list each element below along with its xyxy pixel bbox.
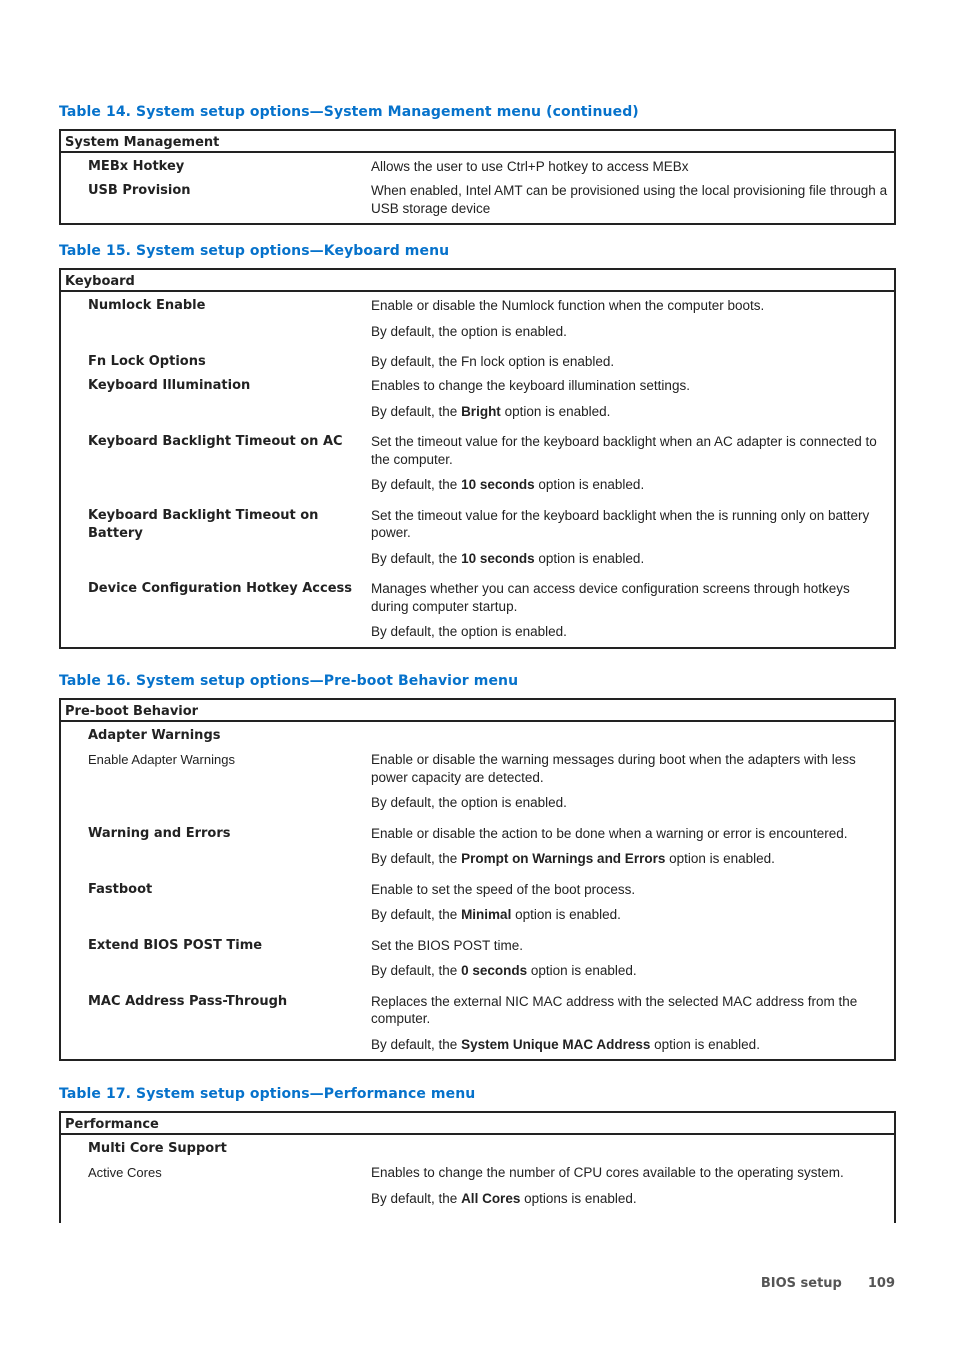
table-row (61, 937, 894, 980)
option-default: By default, the All Cores options is enabled. (371, 1190, 637, 1206)
table-row (61, 1164, 894, 1207)
table-16-header: Pre-boot Behavior (61, 698, 894, 722)
option-description: When enabled, Intel AMT can be provisioned using the local provisioning file through a USB storage device (371, 183, 888, 216)
option-description: Set the timeout value for the keyboard backlight when the is running only on battery power. (371, 507, 870, 540)
option-label: Keyboard Backlight Timeout on AC (88, 434, 343, 449)
option-default: By default, the 10 seconds option is enabled. (371, 550, 645, 566)
option-label: Enable Adapter Warnings (88, 752, 235, 767)
table-15-header: Keyboard (61, 268, 894, 292)
option-default: By default, the option is enabled. (371, 795, 567, 810)
option-description: Enable or disable the warning messages during boot when the adapters with less power capacity are detected. (371, 752, 856, 785)
table-14-header: System Management (61, 129, 894, 153)
option-default: By default, the System Unique MAC Address option is enabled. (371, 1036, 760, 1052)
option-description: Allows the user to use Ctrl+P hotkey to access MEBx (371, 159, 689, 174)
page-footer (761, 1276, 895, 1291)
option-default: By default, the Minimal option is enabled. (371, 907, 621, 922)
table-row (61, 751, 894, 812)
option-label: USB Provision (88, 183, 191, 198)
table-row (61, 727, 894, 745)
option-label: Extend BIOS POST Time (88, 937, 263, 953)
table-17 (59, 1111, 896, 1223)
option-label: Keyboard Backlight Timeout on Battery (88, 507, 319, 541)
table-16-caption: Table 16. System setup options—Pre-boot Behavior menu (59, 673, 519, 689)
option-group-label: Adapter Warnings (88, 728, 221, 743)
table-row (61, 433, 894, 494)
table-row (61, 297, 894, 340)
table-17-caption: Table 17. System setup options—Performance menu (59, 1086, 476, 1102)
table-14-caption: Table 14. System setup options—System Management menu (continued) (59, 104, 639, 120)
option-description: Manages whether you can access device configuration screens through hotkeys during computer startup. (371, 581, 850, 614)
table-row (61, 158, 894, 176)
table-row (61, 507, 894, 568)
option-description: Enable or disable the Numlock function when the computer boots. (371, 298, 765, 313)
table-row (61, 1140, 894, 1158)
option-label: MEBx Hotkey (88, 159, 185, 174)
option-group-label: Multi Core Support (88, 1141, 227, 1156)
option-default: By default, the 10 seconds option is enabled. (371, 477, 645, 492)
table-row (61, 881, 894, 924)
option-description: Set the timeout value for the keyboard backlight when an AC adapter is connected to the computer. (371, 434, 877, 467)
option-default: By default, the Fn lock option is enabled. (371, 354, 615, 369)
option-default: By default, the Prompt on Warnings and Errors option is enabled. (371, 851, 775, 866)
table-17-header: Performance (61, 1111, 894, 1135)
table-16 (59, 698, 896, 1061)
table-row (61, 580, 894, 641)
option-description: Enables to change the number of CPU cores available to the operating system. (371, 1165, 844, 1180)
option-default: By default, the option is enabled. (371, 323, 567, 339)
option-label: Keyboard Illumination (88, 378, 251, 393)
option-label: MAC Address Pass-Through (88, 993, 288, 1009)
option-label: Warning and Errors (88, 825, 231, 841)
option-label: Numlock Enable (88, 298, 206, 313)
option-description: Enables to change the keyboard illumination settings. (371, 378, 690, 393)
option-description: Replaces the external NIC MAC address with the selected MAC address from the computer. (371, 993, 858, 1026)
page-number: 109 (867, 1276, 895, 1291)
table-14 (59, 129, 896, 225)
option-default: By default, the Bright option is enabled. (371, 403, 611, 419)
option-label: Fn Lock Options (88, 354, 206, 369)
table-row (61, 993, 894, 1054)
option-default: By default, the option is enabled. (371, 624, 567, 639)
table-row (61, 825, 894, 868)
table-row (61, 377, 894, 420)
footer-section-title: BIOS setup (760, 1276, 842, 1291)
option-label: Device Configuration Hotkey Access (88, 581, 352, 596)
option-description: Enable to set the speed of the boot process. (371, 881, 636, 897)
option-default: By default, the 0 seconds option is enabled. (371, 963, 637, 978)
table-15 (59, 268, 896, 649)
table-15-caption: Table 15. System setup options—Keyboard menu (59, 243, 450, 259)
option-description: Set the BIOS POST time. (371, 937, 524, 953)
table-row (61, 182, 894, 217)
option-label: Fastboot (88, 881, 153, 897)
option-description: Enable or disable the action to be done when a warning or error is encountered. (371, 825, 848, 841)
option-label: Active Cores (88, 1165, 162, 1180)
table-row (61, 353, 894, 371)
